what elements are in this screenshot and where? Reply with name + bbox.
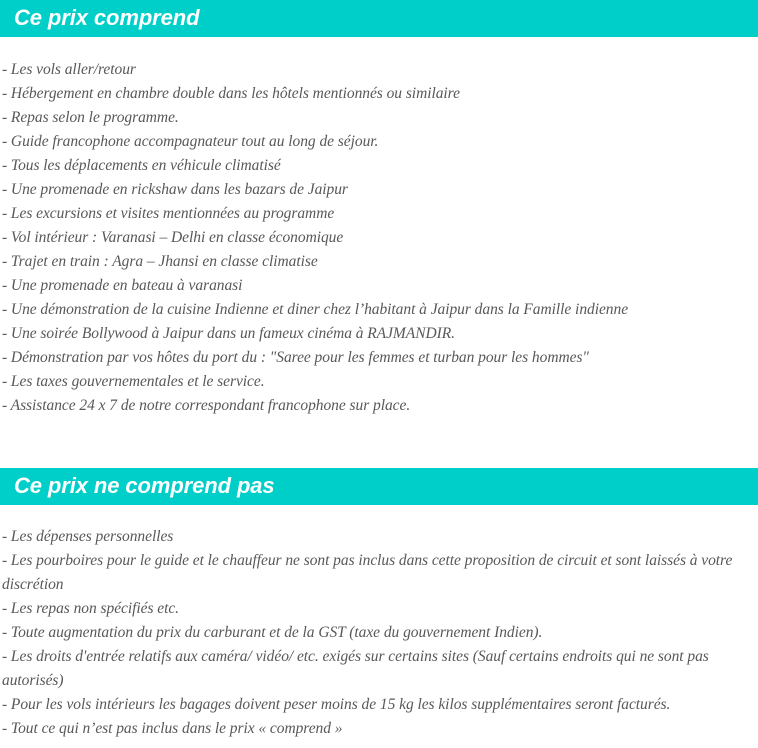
section-not-included — [0, 468, 758, 741]
list-item: - Une démonstration de la cuisine Indienne et diner chez l’habitant à Jaipur dans la Famille indienne — [2, 301, 629, 318]
list-item: - Hébergement en chambre double dans les hôtels mentionnés ou similaire — [2, 85, 460, 102]
list-item: - Une soirée Bollywood à Jaipur dans un fameux cinéma à RAJMANDIR. — [2, 325, 455, 342]
list-item: - Les taxes gouvernementales et le service. — [2, 373, 265, 390]
spacer — [0, 505, 758, 525]
list-item: - Les excursions et visites mentionnées au programme — [2, 205, 335, 222]
list-item: - Trajet en train : Agra – Jhansi en classe climatise — [2, 253, 318, 270]
section-title-not-included: Ce prix ne comprend pas — [14, 473, 275, 498]
list-item: - Les droits d'entrée relatifs aux caméra/ vidéo/ etc. exigés sur certains sites (Sauf certains endroits qui ne sont pas autorisés) — [2, 648, 709, 689]
list-item: - Une promenade en rickshaw dans les bazars de Jaipur — [2, 181, 348, 198]
list-item: - Toute augmentation du prix du carburant et de la GST (taxe du gouvernement Indien). — [2, 624, 543, 641]
section-body-not-included — [0, 525, 758, 741]
list-item: - Les pourboires pour le guide et le chauffeur ne sont pas inclus dans cette proposition de circuit et sont laissés à votre discrétion — [2, 552, 733, 593]
spacer — [0, 37, 758, 58]
list-item: - Guide francophone accompagnateur tout au long de séjour. — [2, 133, 379, 150]
spacer — [0, 442, 758, 468]
list-item: - Les repas non spécifiés etc. — [2, 600, 180, 617]
spacer — [0, 418, 758, 442]
list-item: - Tout ce qui n’est pas inclus dans le prix « comprend » — [2, 720, 343, 737]
list-item: - Les dépenses personnelles — [2, 528, 174, 545]
list-item: - Pour les vols intérieurs les bagages doivent peser moins de 15 kg les kilos supplémentaires seront facturés. — [2, 696, 671, 713]
list-item: - Démonstration par vos hôtes du port du : "Saree pour les femmes et turban pour les hommes" — [2, 349, 589, 366]
list-item: - Assistance 24 x 7 de notre correspondant francophone sur place. — [2, 397, 411, 414]
list-item: - Vol intérieur : Varanasi – Delhi en classe économique — [2, 229, 344, 246]
list-item: - Tous les déplacements en véhicule climatisé — [2, 157, 281, 174]
list-item: - Repas selon le programme. — [2, 109, 179, 126]
section-title-included: Ce prix comprend — [14, 5, 200, 30]
list-item: - Une promenade en bateau à varanasi — [2, 277, 243, 294]
list-item: - Les vols aller/retour — [2, 61, 136, 78]
section-body-included — [0, 58, 758, 418]
section-header-included — [0, 0, 758, 37]
section-header-not-included — [0, 468, 758, 505]
